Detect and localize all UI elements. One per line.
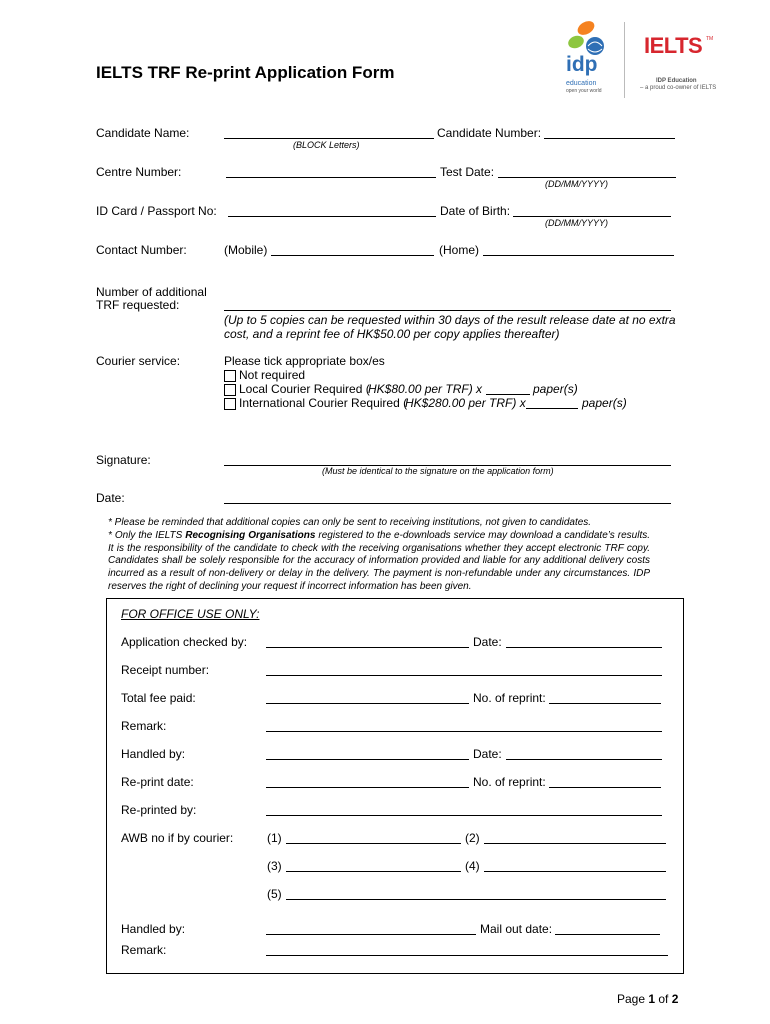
tick-instructions: Please tick appropriate box/es <box>224 354 385 368</box>
idp-note-line2: – a proud co-owner of IELTS <box>640 85 717 91</box>
awb-1-line[interactable] <box>286 843 461 844</box>
centre-number-line[interactable] <box>226 177 436 178</box>
test-date-line[interactable] <box>498 177 676 178</box>
awb-4-label: (4) <box>465 859 480 873</box>
total-fee-line[interactable] <box>266 703 469 704</box>
candidate-name-line[interactable] <box>224 138 434 139</box>
mail-out-date-line[interactable] <box>555 934 660 935</box>
handled-by-2-label: Handled by: <box>121 922 186 936</box>
office-date-2-line[interactable] <box>506 759 662 760</box>
date-of-birth-label: Date of Birth: <box>440 204 511 218</box>
home-label: (Home) <box>439 243 480 257</box>
local-courier-checkbox[interactable] <box>224 384 236 396</box>
not-required-label: Not required <box>239 368 306 382</box>
awb-2-line[interactable] <box>484 843 666 844</box>
note-2-a: * Only the IELTS <box>108 529 186 541</box>
reprinted-by-label: Re-printed by: <box>121 803 197 817</box>
handled-by-1-line[interactable] <box>266 759 469 760</box>
ielts-logo: IELTS <box>644 33 703 58</box>
page-of-label: of <box>655 992 672 1006</box>
reprint-date-label: Re-print date: <box>121 775 194 789</box>
application-checked-line[interactable] <box>266 647 469 648</box>
intl-courier-qty-line[interactable] <box>526 408 578 409</box>
courier-service-label: Courier service: <box>96 354 181 368</box>
test-date-format: (DD/MM/YYYY) <box>545 179 608 189</box>
note-2 <box>108 530 650 594</box>
not-required-checkbox[interactable] <box>224 370 236 382</box>
page-total: 2 <box>671 992 679 1006</box>
remark-2-label: Remark: <box>121 943 167 957</box>
note-2-b: registered to the e-downloads service may download a candidate’s results. It is the responsibility of the candidate to check with the receiving organisations whether they accept electronic TRF copy. Candidates shall be solely responsible for the accuracy of information provided and liable for any additional delivery costs incurred as a result of non-delivery or delay in the delivery. The payment is non-refundable under any circumstances. IDP reserves the right of declining your request if incorrect information has been given. <box>108 529 650 592</box>
no-reprint-1-label: No. of reprint: <box>473 691 546 705</box>
local-courier-label-c: paper(s) <box>533 382 578 396</box>
page-number: 1 <box>648 992 656 1006</box>
note-1: * Please be reminded that additional copies can only be sent to receiving institutions, not given to candidates. <box>108 517 592 528</box>
intl-courier-label-c: paper(s) <box>582 396 627 410</box>
date-line[interactable] <box>224 503 671 504</box>
id-card-label: ID Card / Passport No: <box>96 204 217 218</box>
office-date-2-label: Date: <box>473 747 502 761</box>
reprinted-by-line[interactable] <box>266 815 662 816</box>
no-reprint-2-line[interactable] <box>549 787 661 788</box>
awb-1-label: (1) <box>267 831 282 845</box>
mail-out-date-label: Mail out date: <box>480 922 553 936</box>
no-reprint-2-label: No. of reprint: <box>473 775 546 789</box>
page-label: Page <box>617 992 649 1006</box>
local-courier-label-b: HK$80.00 per TRF) x <box>368 382 483 396</box>
remark-1-line[interactable] <box>266 731 662 732</box>
signature-label: Signature: <box>96 453 151 467</box>
total-fee-label: Total fee paid: <box>121 691 196 705</box>
dob-format: (DD/MM/YYYY) <box>545 218 608 228</box>
intl-courier-label-a: International Courier Required ( <box>239 396 408 410</box>
copies-note-2: cost, and a reprint fee of HK$50.00 per copy applies thereafter) <box>224 327 560 341</box>
local-courier-qty-line[interactable] <box>486 394 530 395</box>
awb-3-label: (3) <box>267 859 282 873</box>
handled-by-2-line[interactable] <box>266 934 476 935</box>
handled-by-1-label: Handled by: <box>121 747 186 761</box>
office-heading: FOR OFFICE USE ONLY: <box>121 607 260 621</box>
copies-note-1: (Up to 5 copies can be requested within 30 days of the result release date at no extra <box>224 313 676 327</box>
receipt-number-label: Receipt number: <box>121 663 210 677</box>
remark-1-label: Remark: <box>121 719 167 733</box>
block-letters-note: (BLOCK Letters) <box>293 140 360 150</box>
office-date-1-line[interactable] <box>506 647 662 648</box>
awb-5-line[interactable] <box>286 899 666 900</box>
idp-logo-tagline: open your world <box>566 88 602 94</box>
signature-note: (Must be identical to the signature on the application form) <box>322 466 554 476</box>
no-reprint-1-line[interactable] <box>549 703 661 704</box>
test-date-label: Test Date: <box>440 165 495 179</box>
intl-courier-label-b: HK$280.00 per TRF) x <box>405 396 526 410</box>
date-label: Date: <box>96 491 125 505</box>
id-card-line[interactable] <box>228 216 436 217</box>
mobile-label: (Mobile) <box>224 243 268 257</box>
remark-2-line[interactable] <box>266 955 668 956</box>
contact-number-label: Contact Number: <box>96 243 187 257</box>
page-indicator <box>617 992 678 1006</box>
centre-number-label: Centre Number: <box>96 165 182 179</box>
local-courier-label-a: Local Courier Required ( <box>239 382 370 396</box>
date-of-birth-line[interactable] <box>513 216 671 217</box>
reprint-date-line[interactable] <box>266 787 469 788</box>
num-additional-line[interactable] <box>224 310 671 311</box>
awb-2-label: (2) <box>465 831 480 845</box>
notes-block <box>108 517 650 594</box>
awb-5-label: (5) <box>267 887 282 901</box>
application-checked-label: Application checked by: <box>121 635 248 649</box>
home-line[interactable] <box>483 255 674 256</box>
office-date-1-label: Date: <box>473 635 502 649</box>
awb-label: AWB no if by courier: <box>121 831 234 845</box>
awb-4-line[interactable] <box>484 871 666 872</box>
idp-note-line1: IDP Education <box>656 78 697 84</box>
note-2-bold: Recognising Organisations <box>185 529 316 541</box>
mobile-line[interactable] <box>271 255 434 256</box>
candidate-name-label: Candidate Name: <box>96 126 190 140</box>
awb-3-line[interactable] <box>286 871 461 872</box>
ielts-tm: TM <box>706 36 714 42</box>
candidate-number-label: Candidate Number: <box>437 126 542 140</box>
idp-logo-text: idp <box>566 53 598 76</box>
candidate-number-line[interactable] <box>544 138 675 139</box>
receipt-number-line[interactable] <box>266 675 662 676</box>
num-additional-label-1: Number of additional <box>96 285 207 299</box>
num-additional-label-2: TRF requested: <box>96 298 180 312</box>
intl-courier-checkbox[interactable] <box>224 398 236 410</box>
logo-divider <box>624 22 625 98</box>
page-title: IELTS TRF Re-print Application Form <box>96 63 395 82</box>
idp-logo-sub: education <box>566 80 597 87</box>
